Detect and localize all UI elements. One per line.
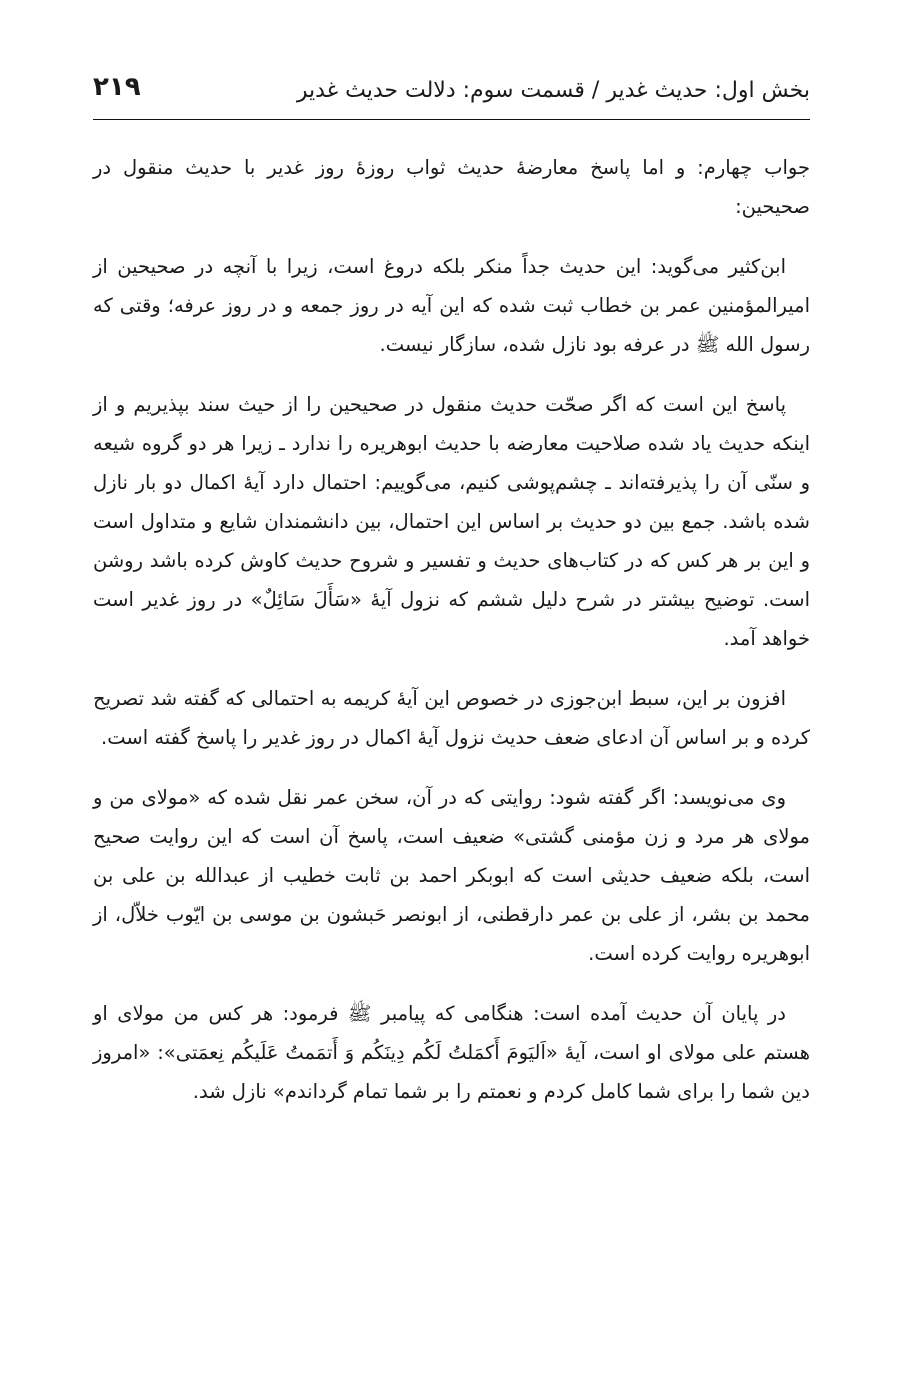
body-text bbox=[93, 148, 810, 1132]
paragraph-response: پاسخ این است که اگر صحّت حدیث منقول در صحیحین را از حیث سند بپذیریم و از اینکه حدیث یاد شده صلاحیت معارضه با حدیث ابوهریره را ندارد ـ زیرا هر دو گروه شیعه و سنّی آن را پذیرفته‌اند ـ چشم‌پوشی کنیم، می‌گوییم: احتمال دارد آیۀ اکمال دو بار نازل شده باشد. جمع بین دو حدیث بر اساس این احتمال، بین دانشمندان شایع و متداول است و این بر هر کس که در کتاب‌های حدیث و تفسیر و شروح حدیث کاوش کرده باشد روشن است. توضیح بیشتر در شرح دلیل ششم که نزول آیۀ «سَأَلَ سَائِلٌ» در روز غدیر است خواهد آمد. bbox=[93, 393, 810, 650]
paragraph-sibt-ibn-jawzi: افزون بر این، سبط ابن‌جوزی در خصوص این آیۀ کریمه به احتمالی که گفته شد تصریح کرده و بر اساس آن ادعای ضعف حدیث نزول آیۀ اکمال در روز غدیر را پاسخ گفته است. bbox=[93, 687, 810, 749]
page-number: ۲۱۹ bbox=[93, 72, 141, 102]
paragraph-hadith-end: در پایان آن حدیث آمده است: هنگامی که پیامبر ﷺ فرمود: هر کس من مولای او هستم علی مولای او است، آیۀ «اَلیَومَ أَکمَلتُ لَکُم دِینَکُم وَ أَتمَمتُ عَلَیکُم نِعمَتی»: «امروز دین شما را برای شما کامل کردم و نعمتم را بر شما تمام گرداندم» نازل شد. bbox=[93, 1002, 810, 1103]
paragraph-ibn-kathir: ابن‌کثیر می‌گوید: این حدیث جداً منکر بلکه دروغ است، زیرا با آنچه در صحیحین از امیرالمؤمنین عمر بن خطاب ثبت شده که این آیه در روز جمعه و در روز عرفه؛ وقتی که رسول الله ﷺ در عرفه بود نازل شده، سازگار نیست. bbox=[93, 255, 810, 356]
paragraph-answer-four: جواب چهارم: و اما پاسخ معارضۀ حدیث ثواب روزۀ روز غدیر با حدیث منقول در صحیحین: bbox=[93, 156, 810, 218]
header-rule bbox=[93, 119, 810, 120]
paragraph-he-writes: وی می‌نویسد: اگر گفته شود: روایتی که در آن، سخن عمر نقل شده که «مولای من و مولای هر مرد و زن مؤمنی گشتی» ضعیف است، پاسخ آن است که این روایت صحیح است، بلکه ضعیف حدیثی است که ابوبکر احمد بن ثابت خطیب از عبدالله بن علی بن محمد بن بشر، از علی بن عمر دارقطنی، از ابونصر حَبشون بن موسی بن ایّوب خلاّل، از ابوهریره روایت کرده است. bbox=[93, 786, 810, 965]
running-title: بخش اول: حدیث غدیر / قسمت سوم: دلالت حدیث غدیر bbox=[296, 78, 810, 103]
page-header bbox=[93, 72, 810, 118]
